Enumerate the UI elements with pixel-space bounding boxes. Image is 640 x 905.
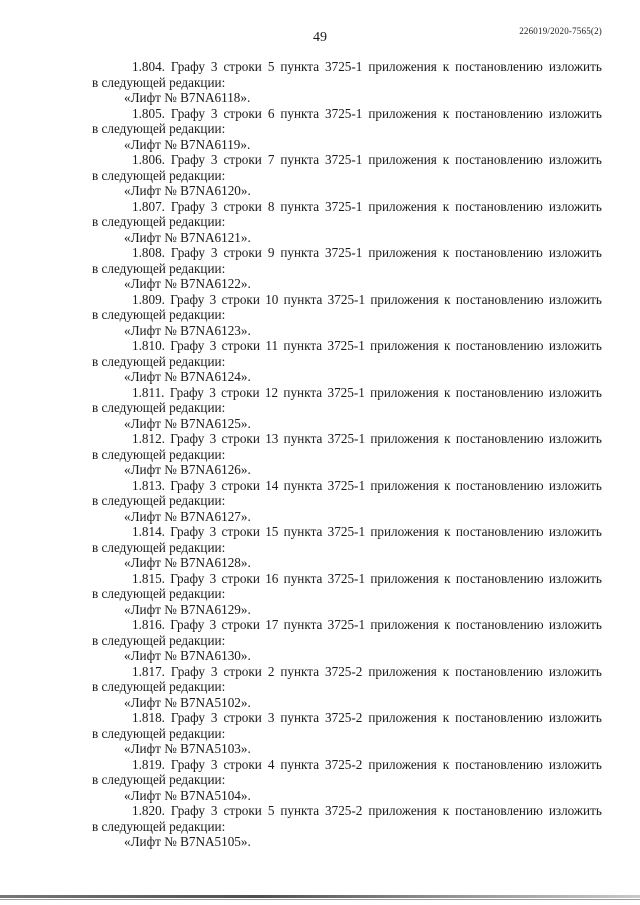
item-instruction-line [92,524,602,540]
item-number: 1.806. [132,152,165,167]
item-word: строки [223,663,262,679]
item-word: строки [221,291,260,307]
item-word: 6 [267,105,275,121]
item-word: строки [221,338,261,353]
item-word: изложить [548,617,602,632]
item-word: 5 [267,59,275,74]
item-word: пункта [283,570,323,586]
item-word: Графу [169,384,204,400]
document-id: 226019/2020-7565(2) [519,26,602,36]
list-item [92,710,602,757]
item-word: приложения [368,803,437,818]
item-word: к [442,152,450,167]
list-item [92,524,602,571]
item-continuation: в следующей редакции: [92,353,226,369]
item-word: Графу [170,105,205,121]
item-value: «Лифт № B7NA6122». [124,276,251,291]
item-word: 3725-1 [327,570,366,586]
item-word: к [444,570,451,586]
item-word: к [442,198,450,214]
item-word: к [442,756,450,772]
item-word: постановлению [455,338,544,353]
item-word: Графу [170,291,205,307]
item-instruction-line [92,617,602,633]
item-number: 1.817. [132,663,165,679]
item-number: 1.809. [132,291,165,307]
item-word: 3725-1 [327,291,366,307]
item-word: 3 [209,338,217,353]
item-word: 3725-1 [325,152,363,167]
item-word: 3725-1 [327,617,366,632]
item-value: «Лифт № B7NA6126». [124,462,251,477]
item-word: изложить [548,105,602,121]
item-word: строки [221,477,260,493]
item-word: приложения [370,384,439,400]
item-word: постановлению [455,570,544,586]
item-value: «Лифт № B7NA6129». [124,601,251,617]
list-item [92,199,602,246]
item-word: к [444,617,451,632]
item-word: строки [223,756,262,772]
item-word: Графу [170,198,205,214]
item-word: пункта [283,291,323,307]
item-word: 8 [267,198,275,214]
list-item [92,478,602,525]
item-word: постановлению [455,710,543,725]
item-word: 3 [210,152,218,167]
list-item [92,385,602,432]
list-item [92,664,602,711]
list-item [92,152,602,199]
item-word: приложения [370,617,439,632]
item-number: 1.820. [132,803,165,818]
item-value: «Лифт № B7NA6124». [124,369,251,384]
item-word: 3725-1 [325,59,363,74]
item-word: Графу [170,756,205,772]
item-word: 3 [267,710,275,725]
item-word: 3725-1 [325,198,363,214]
item-word: постановлению [455,245,543,260]
item-word: приложения [370,477,439,493]
item-word: изложить [548,524,602,539]
item-word: к [442,105,450,121]
item-word: 5 [267,803,275,818]
item-word: 3725-1 [327,384,365,400]
item-value: «Лифт № B7NA6119». [124,136,251,152]
item-word: Графу [170,59,205,74]
item-word: строки [223,245,262,260]
item-instruction-line [92,571,602,587]
item-word: 15 [265,524,279,539]
item-word: 3 [209,477,217,493]
item-word: пункта [283,524,323,539]
item-word: к [444,291,451,307]
item-continuation: в следующей редакции: [92,260,226,276]
item-word: Графу [170,663,205,679]
item-word: изложить [548,291,602,307]
item-word: Графу [170,524,205,539]
item-value: «Лифт № B7NA6121». [124,229,251,245]
item-word: 3725-1 [327,524,366,539]
item-continuation: в следующей редакции: [92,632,226,648]
item-instruction-line [92,757,602,773]
item-word: к [444,477,451,493]
item-word: постановлению [455,198,543,214]
item-word: приложения [368,245,437,260]
item-word: пункта [283,477,323,493]
item-word: пункта [280,245,320,260]
list-item [92,245,602,292]
item-word: 3725-1 [325,105,363,121]
item-continuation: в следующей редакции: [92,74,226,90]
item-word: приложения [368,663,437,679]
item-word: 3 [210,803,218,818]
item-word: 2 [267,663,275,679]
item-instruction-line [92,710,602,726]
item-word: к [444,338,451,353]
list-item [92,431,602,478]
item-word: к [442,803,450,818]
item-word: Графу [170,245,205,260]
item-word: изложить [548,477,602,493]
item-word: изложить [548,152,602,167]
item-word: постановлению [455,59,543,74]
item-instruction-line [92,431,602,447]
list-item [92,106,602,153]
item-word: 3 [210,663,218,679]
item-instruction-line [92,338,602,354]
item-word: изложить [548,756,602,772]
item-number: 1.810. [132,338,165,353]
item-continuation: в следующей редакции: [92,400,226,415]
item-number: 1.811. [132,384,165,400]
item-word: 3 [209,524,217,539]
item-word: приложения [368,710,437,725]
item-word: постановлению [455,803,543,818]
item-word: постановлению [455,431,544,446]
item-value: «Лифт № B7NA5105». [124,834,251,849]
item-word: приложения [370,291,439,307]
item-word: 3725-2 [325,710,363,725]
item-word: 17 [265,617,279,632]
item-continuation: в следующей редакции: [92,167,226,183]
item-word: Графу [170,338,205,353]
item-number: 1.819. [132,756,165,772]
item-word: пункта [280,710,320,725]
item-word: 3725-1 [327,477,366,493]
item-instruction-line [92,152,602,168]
item-word: Графу [170,803,205,818]
item-value: «Лифт № B7NA5103». [124,741,251,756]
item-word: 3 [210,59,218,74]
bottom-rule-thin [0,899,640,900]
item-word: изложить [548,59,602,74]
item-word: пункта [280,756,320,772]
item-instruction-line [92,664,602,680]
item-instruction-line [92,803,602,819]
item-word: пункта [280,198,320,214]
item-number: 1.812. [132,431,165,446]
item-instruction-line [92,385,602,401]
item-word: приложения [370,570,439,586]
list-item [92,803,602,850]
item-word: 3725-2 [325,663,363,679]
item-word: строки [223,710,262,725]
item-word: 3 [210,245,218,260]
item-word: Графу [170,431,205,446]
item-word: к [444,524,451,539]
item-word: приложения [370,431,439,446]
item-word: постановлению [455,477,544,493]
item-word: пункта [283,338,323,353]
item-number: 1.813. [132,477,165,493]
item-word: постановлению [455,152,543,167]
item-word: к [442,245,450,260]
item-number: 1.804. [132,59,165,74]
item-word: постановлению [455,384,544,400]
item-word: Графу [170,477,205,493]
item-continuation: в следующей редакции: [92,539,226,555]
item-word: к [442,663,450,679]
item-word: изложить [548,245,602,260]
item-word: приложения [370,524,439,539]
item-instruction-line [92,106,602,122]
page-number: 49 [313,30,327,45]
item-word: изложить [548,384,602,400]
item-word: постановлению [455,617,544,632]
item-word: строки [223,59,262,74]
item-word: постановлению [455,524,544,539]
item-continuation: в следующей редакции: [92,307,226,322]
item-continuation: в следующей редакции: [92,446,226,462]
item-number: 1.807. [132,198,165,214]
item-number: 1.816. [132,617,165,632]
item-word: строки [223,803,262,818]
item-continuation: в следующей редакции: [92,586,226,601]
item-word: строки [221,617,260,632]
item-word: постановлению [455,105,543,121]
item-word: 3 [209,431,217,446]
item-word: пункта [283,384,323,400]
item-word: приложения [368,198,437,214]
item-word: 3 [209,384,216,400]
item-word: 10 [265,291,279,307]
item-number: 1.818. [132,710,165,725]
item-value: «Лифт № B7NA6123». [124,322,251,338]
item-word: приложения [368,105,437,121]
list-item [92,617,602,664]
item-word: пункта [280,59,320,74]
item-word: приложения [368,756,437,772]
item-word: 3 [210,710,218,725]
item-word: строки [221,431,260,446]
item-instruction-line [92,478,602,494]
item-number: 1.815. [132,570,165,586]
bottom-rule [0,895,640,898]
item-word: строки [223,152,262,167]
list-item [92,292,602,339]
item-word: постановлению [455,756,543,772]
item-word: 13 [265,431,279,446]
item-continuation: в следующей редакции: [92,493,226,508]
item-word: 3 [210,105,218,121]
list-item [92,757,602,804]
item-word: строки [221,384,260,400]
item-word: изложить [548,198,602,214]
item-number: 1.808. [132,245,165,260]
item-word: к [444,384,451,400]
item-continuation: в следующей редакции: [92,214,226,229]
item-value: «Лифт № B7NA6127». [124,508,251,524]
item-word: 3 [210,198,218,214]
item-word: изложить [548,663,602,679]
item-word: строки [221,570,260,586]
item-word: 3725-1 [327,338,365,353]
item-word: постановлению [455,663,543,679]
item-word: 3 [209,570,217,586]
item-word: строки [223,198,262,214]
item-word: 3 [209,291,217,307]
item-value: «Лифт № B7NA6125». [124,415,251,431]
item-word: Графу [170,617,205,632]
item-word: пункта [280,105,320,121]
item-word: 12 [264,384,279,400]
item-word: 3 [209,617,217,632]
item-word: строки [221,524,260,539]
item-continuation: в следующей редакции: [92,772,226,787]
item-instruction-line [92,59,602,75]
item-word: к [444,431,451,446]
item-word: строки [223,105,262,121]
item-word: 16 [265,570,279,586]
item-word: пункта [280,663,320,679]
item-instruction-line [92,199,602,215]
item-word: Графу [170,710,205,725]
item-instruction-line [92,292,602,308]
item-word: 7 [267,152,275,167]
item-word: пункта [283,617,323,632]
item-word: изложить [548,570,602,586]
item-word: 3725-1 [327,431,366,446]
item-word: приложения [368,152,437,167]
item-continuation: в следующей редакции: [92,725,226,741]
item-value: «Лифт № B7NA5104». [124,787,251,803]
item-word: изложить [548,710,602,725]
item-word: изложить [548,803,602,818]
item-value: «Лифт № B7NA5102». [124,694,251,710]
item-word: 3725-2 [325,803,363,818]
item-instruction-line [92,245,602,261]
item-word: 3 [210,756,218,772]
item-word: приложения [370,338,439,353]
item-continuation: в следующей редакции: [92,679,226,694]
item-word: 4 [267,756,275,772]
item-word: изложить [548,431,602,446]
item-word: изложить [548,338,602,353]
item-word: 3725-2 [325,756,363,772]
document-body [92,59,602,850]
list-item [92,59,602,106]
item-word: 9 [267,245,275,260]
item-word: 11 [265,338,279,353]
item-word: к [442,710,450,725]
list-item [92,571,602,618]
item-word: 14 [265,477,279,493]
item-value: «Лифт № B7NA6130». [124,648,251,663]
item-word: к [442,59,450,74]
item-word: Графу [170,570,205,586]
item-word: приложения [368,59,437,74]
item-value: «Лифт № B7NA6118». [124,90,251,105]
item-continuation: в следующей редакции: [92,818,226,834]
item-word: пункта [280,803,320,818]
list-item [92,338,602,385]
item-word: постановлению [455,291,544,307]
item-value: «Лифт № B7NA6120». [124,183,251,198]
item-word: пункта [280,152,320,167]
item-continuation: в следующей редакции: [92,121,226,136]
item-word: Графу [170,152,205,167]
item-number: 1.805. [132,105,165,121]
item-word: пункта [283,431,323,446]
item-number: 1.814. [132,524,165,539]
item-value: «Лифт № B7NA6128». [124,555,251,570]
item-word: 3725-1 [325,245,363,260]
